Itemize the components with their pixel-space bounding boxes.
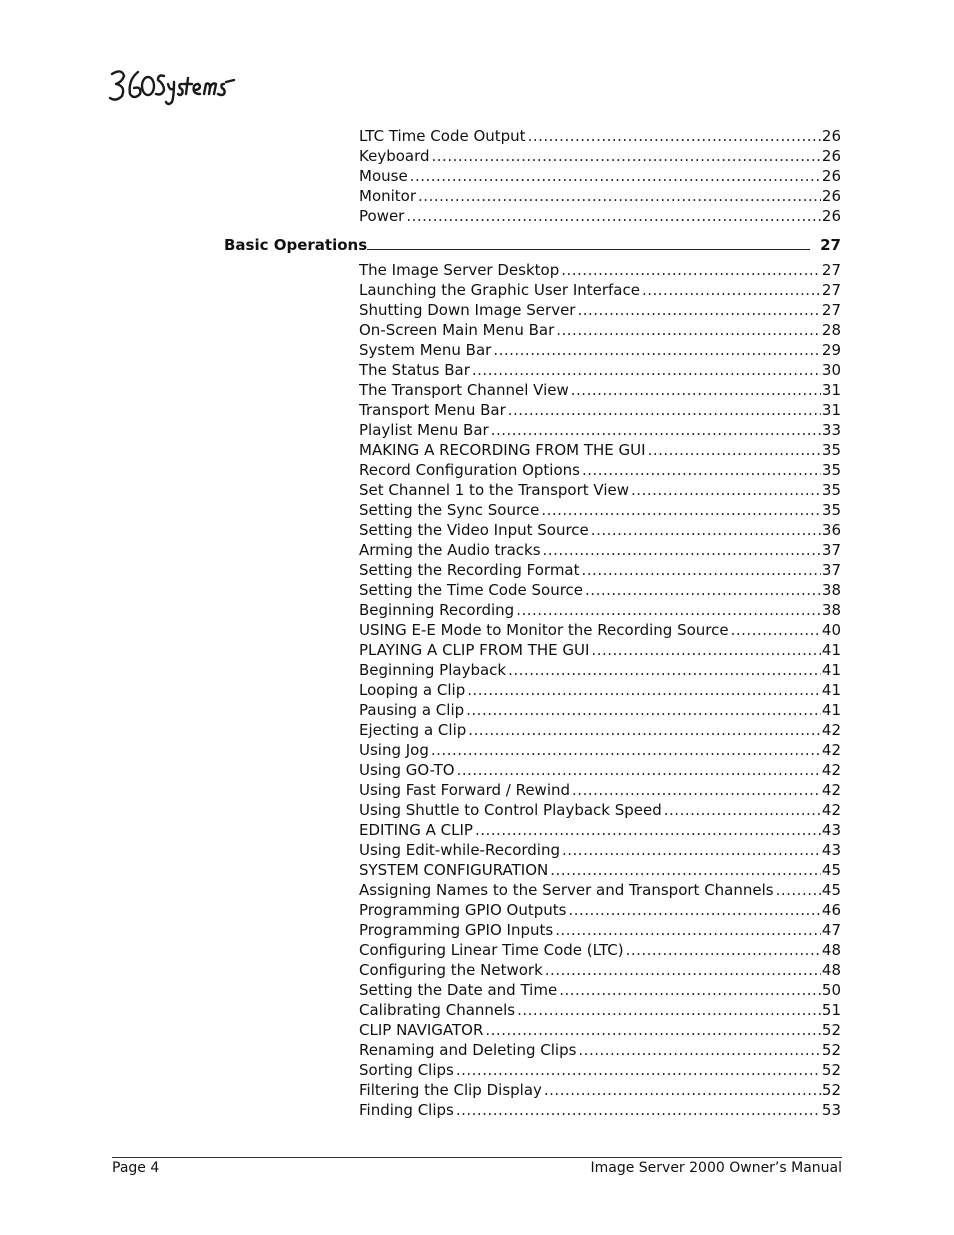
toc-entry-page: 52 xyxy=(821,1081,841,1099)
toc-entry-title: Setting the Sync Source xyxy=(359,501,540,519)
toc-entry[interactable] xyxy=(359,640,841,660)
toc-entry-page: 29 xyxy=(821,341,841,359)
toc-entry-title: Filtering the Clip Display xyxy=(359,1081,542,1099)
toc-entry[interactable] xyxy=(359,980,841,1000)
toc-entry-page: 28 xyxy=(821,321,841,339)
toc-entry-page: 47 xyxy=(821,921,841,939)
toc-entry-title: Using GO-TO xyxy=(359,761,455,779)
toc-entry[interactable] xyxy=(359,760,841,780)
toc-entry-title: Arming the Audio tracks xyxy=(359,541,541,559)
toc-entry[interactable] xyxy=(359,560,841,580)
toc-entry[interactable] xyxy=(359,1080,841,1100)
toc-entry-page: 52 xyxy=(821,1061,841,1079)
toc-entry-title: Setting the Time Code Source xyxy=(359,581,584,599)
toc-entry-title: CLIP NAVIGATOR xyxy=(359,1021,484,1039)
toc-leader-dots xyxy=(578,1040,821,1060)
toc-entry-title: Calibrating Channels xyxy=(359,1001,516,1019)
toc-entry-page: 35 xyxy=(821,481,841,499)
toc-entry[interactable] xyxy=(359,700,841,720)
toc-leader-dots xyxy=(562,840,821,860)
toc-entry[interactable] xyxy=(359,300,841,320)
toc-entry-page: 27 xyxy=(821,281,841,299)
toc-leader-dots xyxy=(631,480,821,500)
toc-entry-title: Setting the Date and Time xyxy=(359,981,558,999)
toc-entry[interactable] xyxy=(359,940,841,960)
toc-entry-page: 27 xyxy=(821,301,841,319)
section-title: Basic Operations xyxy=(224,236,368,254)
toc-entry[interactable] xyxy=(359,900,841,920)
toc-entry-page: 31 xyxy=(821,381,841,399)
toc-entry[interactable] xyxy=(359,580,841,600)
toc-entry-page: 26 xyxy=(821,207,841,225)
toc-entry[interactable] xyxy=(359,680,841,700)
toc-entry-page: 41 xyxy=(821,641,841,659)
toc-entry-page: 42 xyxy=(821,741,841,759)
toc-entry[interactable] xyxy=(359,540,841,560)
toc-entry-title: System Menu Bar xyxy=(359,341,492,359)
toc-entry-title: Playlist Menu Bar xyxy=(359,421,489,439)
toc-leader-dots xyxy=(561,260,821,280)
toc-entry-title: Programming GPIO Inputs xyxy=(359,921,554,939)
toc-entry-page: 31 xyxy=(821,401,841,419)
toc-entry[interactable] xyxy=(359,480,841,500)
toc-entry-title: Renaming and Deleting Clips xyxy=(359,1041,577,1059)
toc-entry-title: Setting the Recording Format xyxy=(359,561,580,579)
toc-entry-page: 45 xyxy=(821,861,841,879)
toc-entry-title: Programming GPIO Outputs xyxy=(359,901,567,919)
toc-leader-dots xyxy=(543,540,821,560)
toc-entry[interactable] xyxy=(359,260,841,280)
toc-entry[interactable] xyxy=(359,600,841,620)
toc-entry-title: The Image Server Desktop xyxy=(359,261,560,279)
toc-entry-title: Pausing a Clip xyxy=(359,701,465,719)
toc-leader-dots xyxy=(456,1100,821,1120)
toc-entry[interactable] xyxy=(359,780,841,800)
toc-entry-page: 41 xyxy=(821,661,841,679)
toc-entry-title: Using Edit-while-Recording xyxy=(359,841,560,859)
toc-entry-title: PLAYING A CLIP FROM THE GUI xyxy=(359,641,590,659)
toc-entry[interactable] xyxy=(359,400,841,420)
toc-entry-title: Setting the Video Input Source xyxy=(359,521,589,539)
toc-leader-dots xyxy=(493,340,821,360)
toc-entry-page: 42 xyxy=(821,761,841,779)
toc-leader-dots xyxy=(731,620,821,640)
toc-leader-dots xyxy=(642,280,821,300)
toc-entry-page: 37 xyxy=(821,541,841,559)
toc-entry-title: Power xyxy=(359,207,405,225)
toc-entry-page: 36 xyxy=(821,521,841,539)
toc-entry[interactable] xyxy=(359,420,841,440)
toc-entry-page: 51 xyxy=(821,1001,841,1019)
toc-entry-page: 45 xyxy=(821,881,841,899)
toc-entry-title: Shutting Down Image Server xyxy=(359,301,576,319)
toc-leader-dots xyxy=(466,700,821,720)
toc-entry-page: 42 xyxy=(821,781,841,799)
toc-entry-title: Configuring Linear Time Code (LTC) xyxy=(359,941,624,959)
toc-entry[interactable] xyxy=(359,820,841,840)
toc-entry-title: Assigning Names to the Server and Transport Channels xyxy=(359,881,774,899)
toc-leader-dots xyxy=(410,166,821,186)
toc-entry-title: LTC Time Code Output xyxy=(359,127,526,145)
toc-entry-page: 43 xyxy=(821,841,841,859)
toc-entry-title: Beginning Playback xyxy=(359,661,507,679)
toc-entry-title: Set Channel 1 to the Transport View xyxy=(359,481,630,499)
toc-entry-page: 33 xyxy=(821,421,841,439)
toc-leader-dots xyxy=(418,186,821,206)
toc-leader-dots xyxy=(467,680,821,700)
toc-entry-page: 43 xyxy=(821,821,841,839)
toc-entry-page: 41 xyxy=(821,701,841,719)
toc-leader-dots xyxy=(516,600,821,620)
toc-entry[interactable] xyxy=(359,500,841,520)
toc-entry-page: 42 xyxy=(821,721,841,739)
section-rule xyxy=(367,235,810,250)
toc-entry-page: 46 xyxy=(821,901,841,919)
toc-entry-page: 26 xyxy=(821,167,841,185)
toc-leader-dots xyxy=(550,860,821,880)
toc-leader-dots xyxy=(591,520,821,540)
toc-entry-page: 26 xyxy=(821,127,841,145)
toc-entry-page: 35 xyxy=(821,461,841,479)
toc-entry[interactable] xyxy=(359,520,841,540)
toc-entry-page: 52 xyxy=(821,1021,841,1039)
toc-leader-dots xyxy=(544,1080,821,1100)
toc-leader-dots xyxy=(508,400,821,420)
toc-leader-dots xyxy=(485,1020,821,1040)
toc-leader-dots xyxy=(559,980,821,1000)
toc-leader-dots xyxy=(555,920,821,940)
toc-entry-page: 26 xyxy=(821,147,841,165)
toc-entry-title: USING E-E Mode to Monitor the Recording Source xyxy=(359,621,729,639)
toc-entry-page: 53 xyxy=(821,1101,841,1119)
toc-leader-dots xyxy=(472,360,821,380)
toc-entry-page: 41 xyxy=(821,681,841,699)
toc-entry[interactable] xyxy=(359,166,841,186)
toc-entry-title: Record Configuration Options xyxy=(359,461,580,479)
toc-entry[interactable] xyxy=(359,340,841,360)
toc-leader-dots xyxy=(568,900,820,920)
toc-leader-dots xyxy=(475,820,821,840)
toc-entry[interactable] xyxy=(359,720,841,740)
toc-entry[interactable] xyxy=(359,280,841,300)
toc-entry-title: Using Fast Forward / Rewind xyxy=(359,781,571,799)
toc-entry[interactable] xyxy=(359,660,841,680)
toc-leader-dots xyxy=(432,146,821,166)
footer-rule xyxy=(112,1157,842,1158)
toc-leader-dots xyxy=(545,960,821,980)
toc-entry[interactable] xyxy=(359,126,841,146)
footer-manual-title: Image Server 2000 Owner’s Manual xyxy=(590,1160,842,1176)
toc-entry-page: 35 xyxy=(821,441,841,459)
toc-leader-dots xyxy=(582,560,821,580)
toc-entry[interactable] xyxy=(359,1020,841,1040)
toc-leader-dots xyxy=(664,800,821,820)
toc-entry-title: Finding Clips xyxy=(359,1101,454,1119)
toc-entry-title: Using Jog xyxy=(359,741,429,759)
toc-entry[interactable] xyxy=(359,360,841,380)
toc-leader-dots xyxy=(591,640,820,660)
toc-main-list xyxy=(359,260,841,1120)
toc-entry[interactable] xyxy=(359,1100,841,1120)
toc-entry-title: Using Shuttle to Control Playback Speed xyxy=(359,801,662,819)
toc-leader-dots xyxy=(457,760,821,780)
toc-entry[interactable] xyxy=(359,960,841,980)
toc-entry-title: Launching the Graphic User Interface xyxy=(359,281,640,299)
toc-entry-title: Monitor xyxy=(359,187,417,205)
toc-entry-page: 30 xyxy=(821,361,841,379)
footer-page-number: Page 4 xyxy=(112,1160,160,1176)
toc-entry-page: 50 xyxy=(821,981,841,999)
toc-entry-title: The Transport Channel View xyxy=(359,381,569,399)
toc-entry[interactable] xyxy=(359,320,841,340)
toc-entry-title: Configuring the Network xyxy=(359,961,543,979)
toc-leader-dots xyxy=(582,460,821,480)
toc-entry[interactable] xyxy=(359,740,841,760)
toc-entry[interactable] xyxy=(359,1000,841,1020)
toc-entry-page: 38 xyxy=(821,601,841,619)
toc-entry[interactable] xyxy=(359,860,841,880)
toc-entry-page: 38 xyxy=(821,581,841,599)
toc-entry[interactable] xyxy=(359,186,841,206)
toc-entry[interactable] xyxy=(359,440,841,460)
toc-entry[interactable] xyxy=(359,146,841,166)
toc-entry-title: EDITING A CLIP xyxy=(359,821,473,839)
toc-entry-title: Beginning Recording xyxy=(359,601,515,619)
toc-leader-dots xyxy=(585,580,821,600)
toc-entry-page: 48 xyxy=(821,961,841,979)
toc-entry-title: Sorting Clips xyxy=(359,1061,454,1079)
toc-leader-dots xyxy=(406,206,821,226)
toc-entry[interactable] xyxy=(359,920,841,940)
toc-leader-dots xyxy=(572,780,821,800)
toc-entry[interactable] xyxy=(359,1060,841,1080)
toc-entry-page: 52 xyxy=(821,1041,841,1059)
toc-entry-title: Keyboard xyxy=(359,147,430,165)
toc-entry-page: 26 xyxy=(821,187,841,205)
toc-leader-dots xyxy=(517,1000,821,1020)
toc-leader-dots xyxy=(556,320,821,340)
toc-entry[interactable] xyxy=(359,840,841,860)
toc-entry-page: 37 xyxy=(821,561,841,579)
toc-leader-dots xyxy=(571,380,821,400)
toc-entry-title: MAKING A RECORDING FROM THE GUI xyxy=(359,441,646,459)
toc-top-list xyxy=(359,126,841,226)
toc-leader-dots xyxy=(776,880,821,900)
toc-entry-title: Looping a Clip xyxy=(359,681,466,699)
toc-leader-dots xyxy=(431,740,821,760)
toc-entry-title: Ejecting a Clip xyxy=(359,721,467,739)
toc-leader-dots xyxy=(491,420,821,440)
company-logo xyxy=(108,66,240,108)
toc-entry-page: 40 xyxy=(821,621,841,639)
toc-entry-page: 35 xyxy=(821,501,841,519)
toc-leader-dots xyxy=(508,660,821,680)
toc-entry-page: 48 xyxy=(821,941,841,959)
toc-leader-dots xyxy=(626,940,821,960)
section-page: 27 xyxy=(820,236,841,254)
toc-entry[interactable] xyxy=(359,620,841,640)
toc-leader-dots xyxy=(648,440,821,460)
toc-entry[interactable] xyxy=(359,880,841,900)
toc-entry[interactable] xyxy=(359,460,841,480)
toc-entry-title: The Status Bar xyxy=(359,361,470,379)
toc-entry-title: On-Screen Main Menu Bar xyxy=(359,321,555,339)
section-heading[interactable] xyxy=(224,235,841,259)
toc-entry-page: 42 xyxy=(821,801,841,819)
toc-entry-title: Transport Menu Bar xyxy=(359,401,506,419)
toc-entry[interactable] xyxy=(359,1040,841,1060)
toc-leader-dots xyxy=(456,1060,821,1080)
toc-entry[interactable] xyxy=(359,206,841,226)
toc-entry[interactable] xyxy=(359,800,841,820)
toc-leader-dots xyxy=(541,500,821,520)
toc-entry-page: 27 xyxy=(821,261,841,279)
toc-entry[interactable] xyxy=(359,380,841,400)
toc-leader-dots xyxy=(577,300,820,320)
toc-entry-title: SYSTEM CONFIGURATION xyxy=(359,861,549,879)
toc-leader-dots xyxy=(468,720,821,740)
toc-leader-dots xyxy=(528,126,821,146)
toc-entry-title: Mouse xyxy=(359,167,408,185)
